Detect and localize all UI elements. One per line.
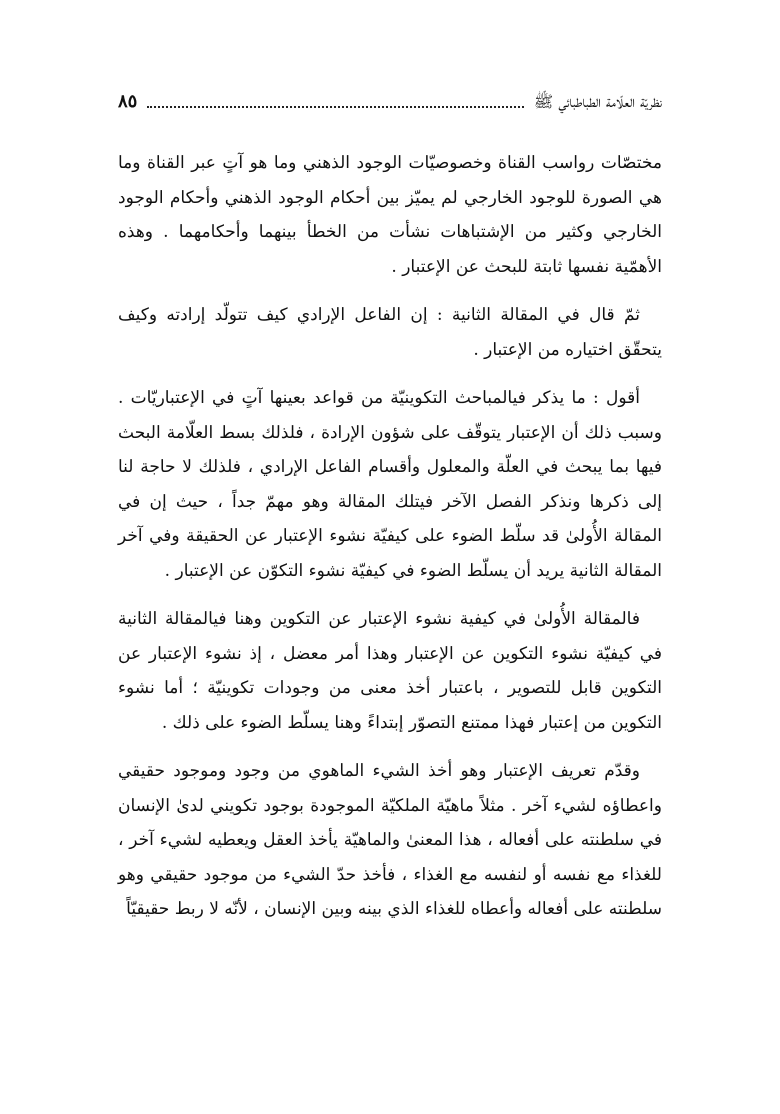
paragraph-1: مختصّات رواسب القناة وخصوصيّات الوجود الذهني وما هو آتٍ عبر القناة وما هي الصورة للوجود الخارجي لم يميّز بين أحكام الوجود الذهني وأحكام الوجود الخارجي وكثير من الإشتباهات نشأت من الخطأ بينهما وأحكامهما . وهذه الأهمّية نفسها ثابتة للبحث عن الإعتبار . xyxy=(118,153,662,277)
header-dotted-leader xyxy=(147,106,524,108)
paragraph-3: أقول : ما يذكر فيالمباحث التكوينيّة من قواعد بعينها آتٍ في الإعتباريّات . وسبب ذلك أن الإعتبار يتوقّف على شؤون الإرادة ، فلذلك بسط العلّامة البحث فيها بما يبحث في العلّة والمعلول وأقسام الفاعل الإرادي ، فلذلك لا حاجة لنا إلى ذكرها ونذكر الفصل الآخر فيتلك المقالة وهو مهمّ جداً ، حيث إن في المقالة الأُولىٰ قد سلّط الضوء على كيفيّة نشوء الإعتبار عن الحقيقة وفي آخر المقالة الثانية يريد أن يسلّط الضوء في كيفيّة نشوء التكوّن عن الإعتبار . xyxy=(118,388,662,581)
paragraph-2: ثمّ قال في المقالة الثانية : إن الفاعل الإرادي كيف تتولّد إرادته وكيف يتحقّق اختياره من الإعتبار . xyxy=(118,305,662,360)
paragraph-5: وقدّم تعريف الإعتبار وهو أخذ الشيء الماهوي من وجود وموجود حقيقي واعطاؤه لشيء آخر . مثلاً ماهيّة الملكيّة الموجودة بوجود تكويني لدىٰ الإنسان في سلطنته على أفعاله ، هذا المعنىٰ والماهيّة يأخذ العقل ويعطيه لشيء آخر ، للغذاء مع نفسه أو لنفسه مع الغذاء ، فأخذ حدّ الشيء من موجود حقيقي وهو سلطنته على أفعاله وأعطاه للغذاء الذي بينه وبين الإنسان ، لأنّه لا ربط حقيقيّاً xyxy=(118,761,662,919)
running-header-title: نظريّة العلّامة الطباطبائي ﷺ xyxy=(533,92,662,111)
page-number: ٨٥ xyxy=(118,91,138,112)
paragraph-4: فالمقالة الأُولىٰ في كيفية نشوء الإعتبار عن التكوين وهنا فيالمقالة الثانية في كيفيّة نشوء التكوين عن الإعتبار وهذا أمر معضل ، إذ نشوء الإعتبار عن التكوين قابل للتصوير ، باعتبار أخذ معنى من وجودات تكوينيّة ؛ أما نشوء التكوين من إعتبار فهذا ممتنع التصوّر إبتداءً وهنا يسلّط الضوء على ذلك . xyxy=(118,609,662,733)
running-header xyxy=(118,88,662,116)
body-text xyxy=(118,146,662,927)
